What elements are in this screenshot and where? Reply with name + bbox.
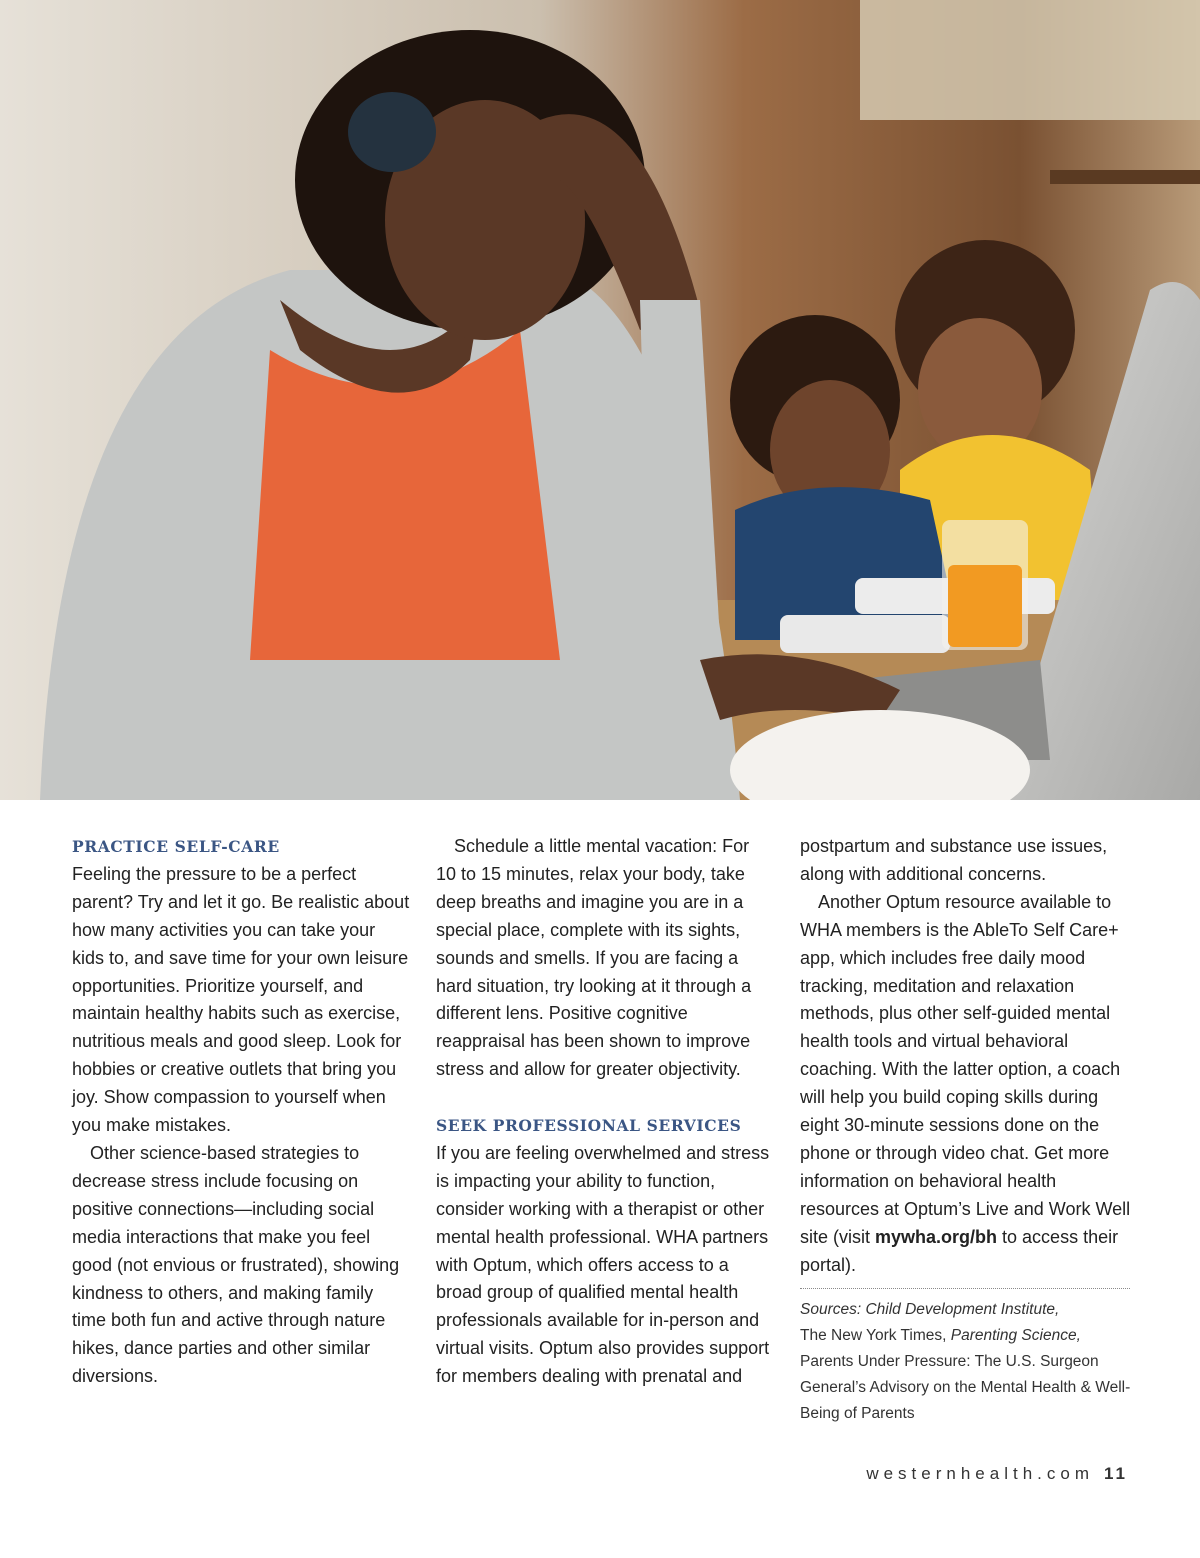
paragraph: Feeling the pressure to be a perfect parent? Try and let it go. Be realistic about how many activities you can take your kids to, and save time for your own leisure opportunities. Prioritize yourself, and maintain healthy habits such as exercise, nutritious meals and good sleep. Look for hobbies or creative outlets that bring you joy. Show compassion to yourself when you make mistakes. xyxy=(72,863,410,1136)
portal-link[interactable]: mywha.org/bh xyxy=(875,1226,998,1247)
tablet xyxy=(780,615,950,653)
paragraph-text: to access their portal). xyxy=(800,1226,1119,1275)
column-3 xyxy=(800,833,1138,1427)
divider xyxy=(800,1288,1130,1289)
paragraph-text: Another Optum resource available to WHA members is the AbleTo Self Care+ app, which includes free daily mood tracking, meditation and relaxation methods, plus other self-guided mental health tools and virtual behavioral coaching. With the latter option, a coach will help you build coping skills during eight 30-minute sessions done on the phone or through video chat. Get more information on behavioral health resources at Optum’s Live and Work Well site (visit xyxy=(800,891,1131,1247)
column-1 xyxy=(72,833,410,1391)
headset-earpiece xyxy=(348,92,436,172)
section-heading-self-care: PRACTICE SELF-CARE xyxy=(72,837,280,856)
paragraph: postpartum and substance use issues, along with additional concerns. xyxy=(800,836,1108,884)
paragraph: Schedule a little mental vacation: For 10 to 15 minutes, relax your body, take deep breaths and imagine you are in a special place, complete with its sights, sounds and smells. If you are facing a hard situation, try looking at it through a different lens. Positive cognitive reappraisal has been shown to improve stress and allow for greater objectivity. xyxy=(436,836,752,1080)
page-number: 11 xyxy=(1104,1464,1128,1483)
paragraph: Other science-based strategies to decrease stress include focusing on positive connections—including social media interactions that make you feel good (not envious or frustrated), showing kindness to others, and making family time both fun and active through nature hikes, dance parties and other similar diversions. xyxy=(72,1142,400,1387)
paragraph xyxy=(800,889,1138,1280)
paragraph: If you are feeling overwhelmed and stress is impacting your ability to function, consider working with a therapist or other mental health professional. WHA partners with Optum, which offers access to a broad group of qualified mental health professionals available for in-person and virtual visits. Optum also provides support for members dealing with prenatal and xyxy=(436,1142,770,1387)
source-item: Sources: Child Development Institute, xyxy=(800,1300,1060,1318)
footer-site: westernhealth.com xyxy=(866,1464,1095,1483)
page-footer xyxy=(866,1464,1128,1484)
source-item: The New York Times, xyxy=(800,1326,947,1344)
source-item: Parenting Science, xyxy=(950,1326,1081,1344)
section-heading-professional-services: SEEK PROFESSIONAL SERVICES xyxy=(436,1116,742,1136)
source-item: Parents Under Pressure: The U.S. Surgeon General’s Advisory on the Mental Health & Well-Being of Parents xyxy=(800,1352,1131,1422)
orange-juice xyxy=(948,565,1022,647)
sources-note xyxy=(800,1297,1138,1427)
column-2 xyxy=(436,833,774,1391)
window-glow xyxy=(860,0,1200,120)
shelf xyxy=(1050,170,1200,184)
